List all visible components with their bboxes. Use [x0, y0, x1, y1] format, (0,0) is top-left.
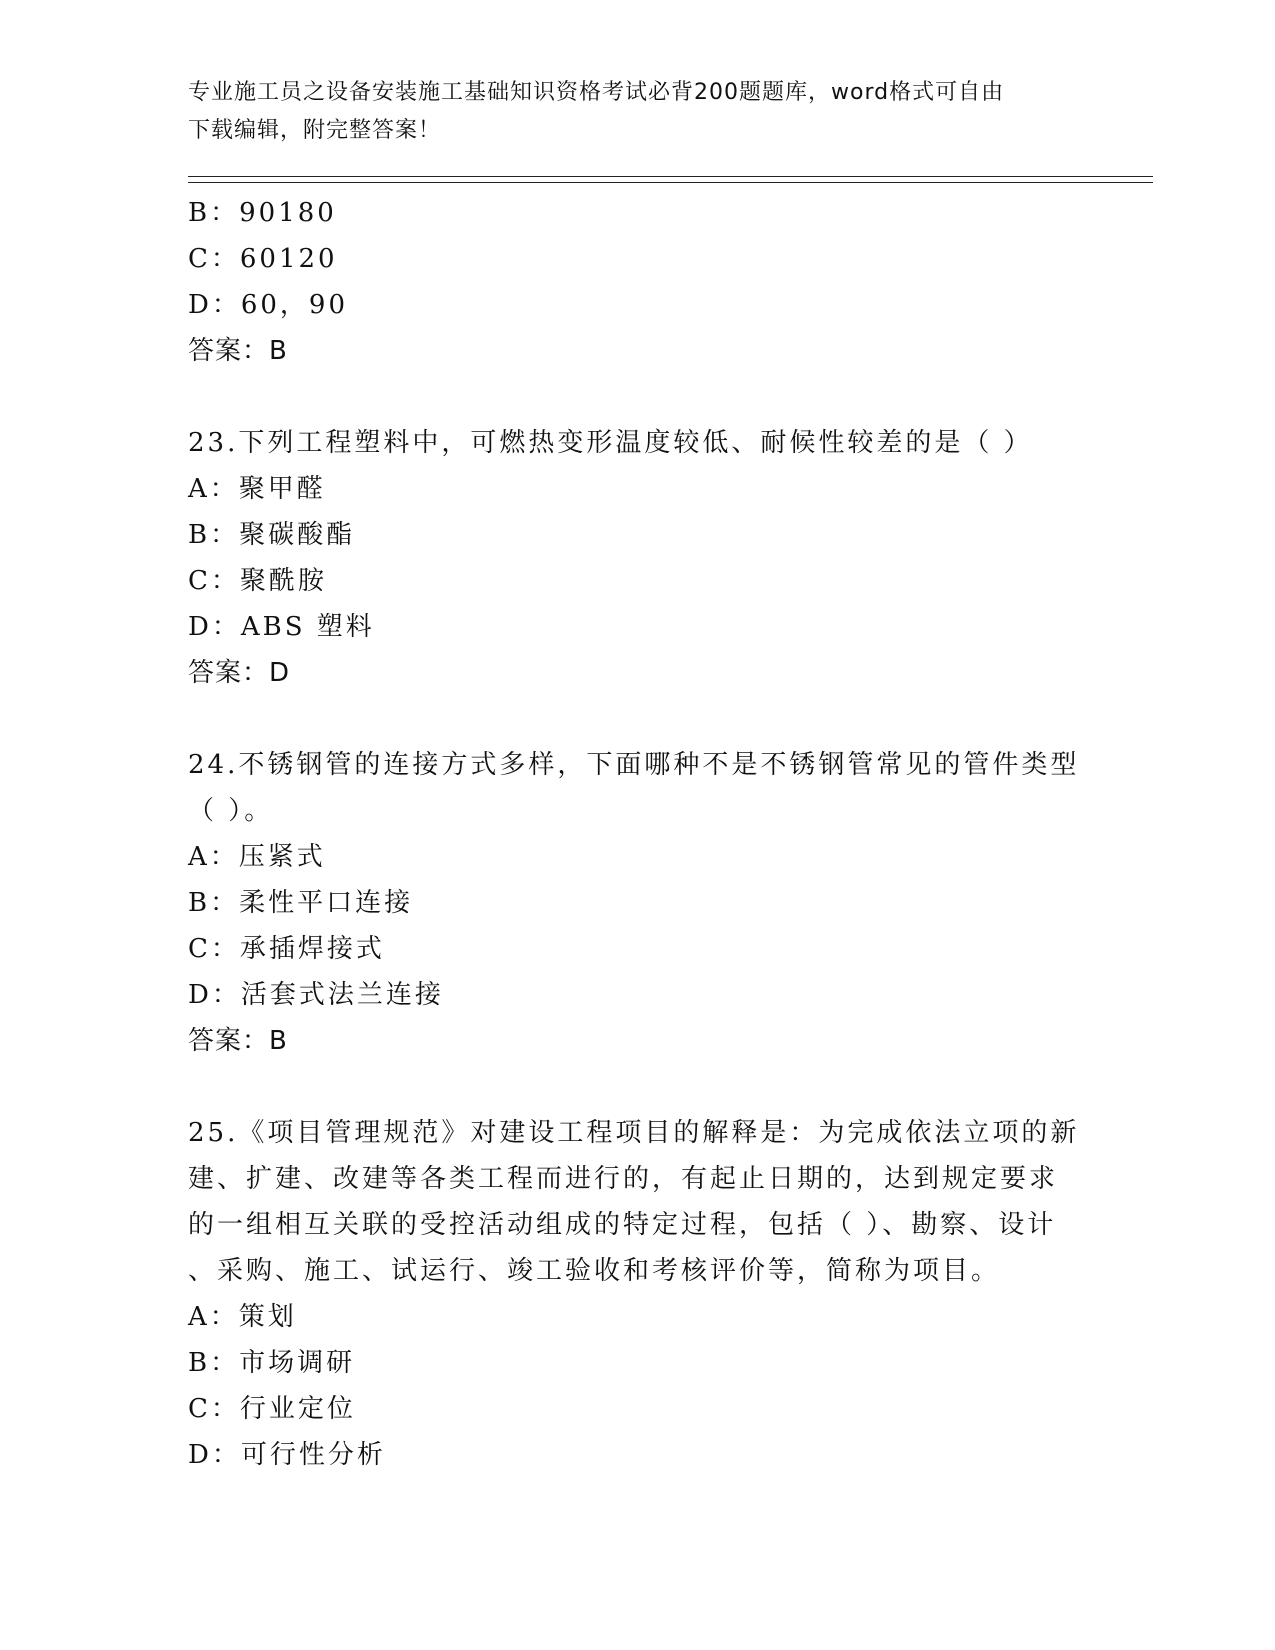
option-b: B：90180: [188, 198, 337, 228]
question-23: [188, 420, 1088, 696]
option-a: A：策划: [188, 1302, 297, 1332]
option-d: D：活套式法兰连接: [188, 980, 444, 1010]
question-stem-line-3: 的一组相互关联的受控活动组成的特定过程，包括（ ）、勘察、设计: [188, 1210, 1057, 1240]
question-25: [188, 1110, 1088, 1478]
question-stem: 23.下列工程塑料中，可燃热变形温度较低、耐候性较差的是（ ）: [188, 428, 1033, 458]
option-b: B：柔性平口连接: [188, 888, 414, 918]
option-d: D：ABS 塑料: [188, 612, 375, 642]
question-stem-line-1: 24.不锈钢管的连接方式多样，下面哪种不是不锈钢管常见的管件类型: [188, 750, 1080, 780]
option-d: D：60，90: [188, 290, 349, 320]
question-24: [188, 742, 1088, 1064]
answer-line: 答案：D: [188, 658, 291, 688]
option-a: A：聚甲醛: [188, 474, 326, 504]
header-divider-top: [188, 176, 1153, 177]
option-c: C：承插焊接式: [188, 934, 385, 964]
question-content: [188, 190, 1088, 1478]
question-gap: [188, 1064, 1088, 1110]
option-c: C：聚酰胺: [188, 566, 327, 596]
header-divider-bottom: [188, 182, 1153, 183]
page-header: [188, 74, 1078, 150]
option-b: B：聚碳酸酯: [188, 520, 356, 550]
question-gap: [188, 374, 1088, 420]
option-b: B：市场调研: [188, 1348, 356, 1378]
question-22: [188, 190, 1088, 374]
option-a: A：压紧式: [188, 842, 326, 872]
header-line-2: 下载编辑，附完整答案！: [188, 118, 442, 143]
header-line-1: 专业施工员之设备安装施工基础知识资格考试必背200题题库，word格式可自由: [188, 80, 1005, 105]
question-stem-line-4: 、采购、施工、试运行、竣工验收和考核评价等，简称为项目。: [188, 1256, 1001, 1286]
answer-line: 答案：B: [188, 336, 288, 366]
question-gap: [188, 696, 1088, 742]
answer-line: 答案：B: [188, 1026, 288, 1056]
option-c: C：60120: [188, 244, 338, 274]
question-stem-line-2: （ ）。: [188, 796, 274, 826]
option-d: D：可行性分析: [188, 1440, 386, 1470]
option-c: C：行业定位: [188, 1394, 356, 1424]
question-stem-line-2: 建、扩建、改建等各类工程而进行的，有起止日期的，达到规定要求: [188, 1164, 1059, 1194]
question-stem-line-1: 25.《项目管理规范》对建设工程项目的解释是：为完成依法立项的新: [188, 1118, 1080, 1148]
